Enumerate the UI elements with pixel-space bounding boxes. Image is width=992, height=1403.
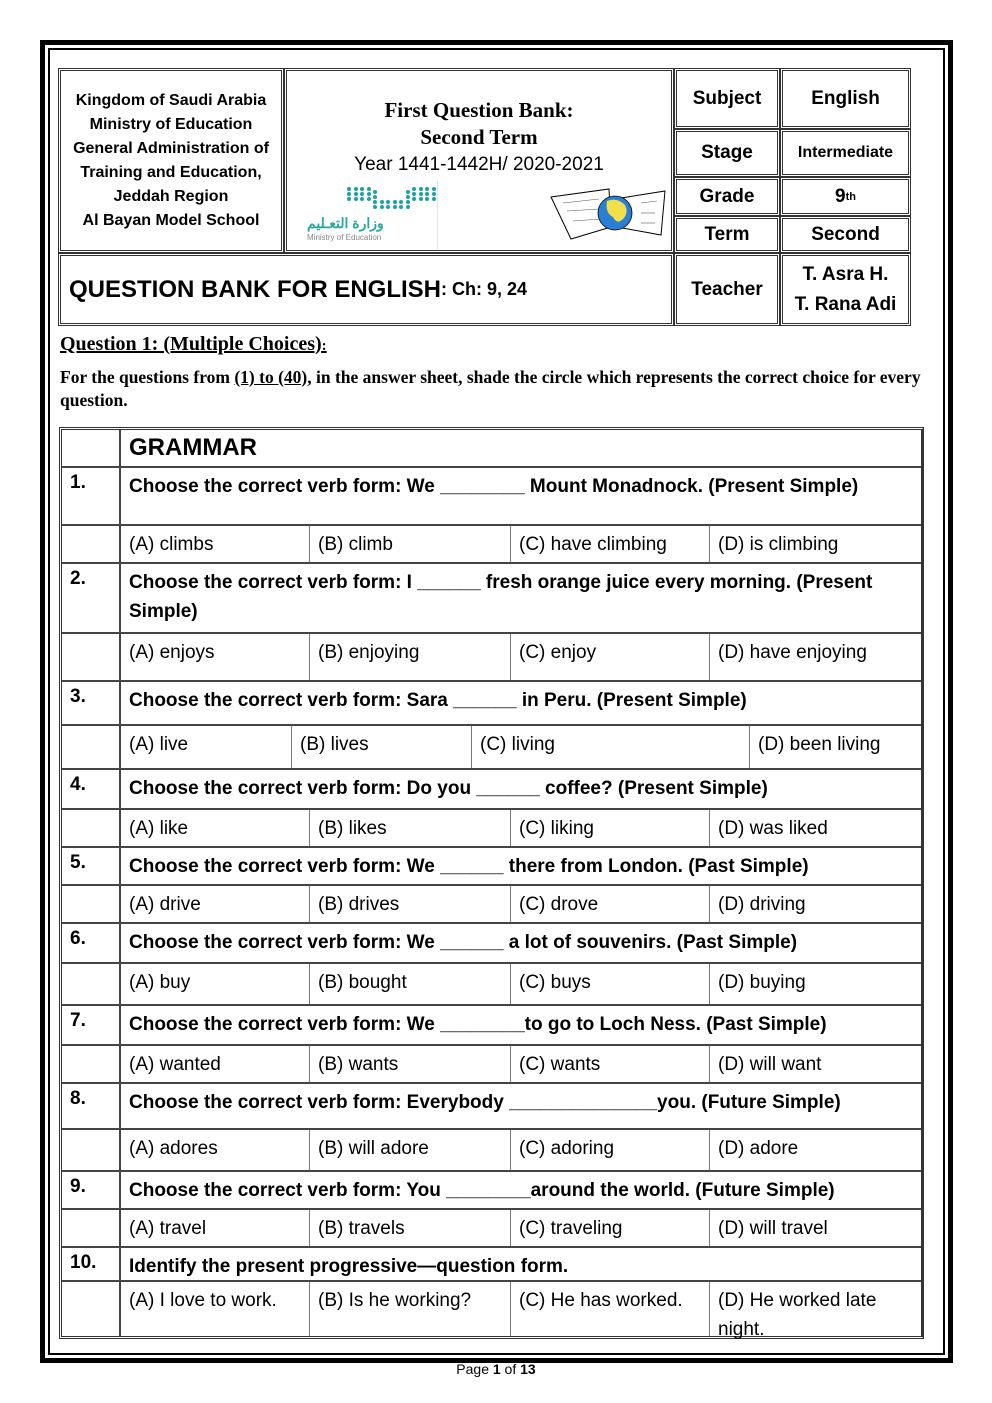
logo-dot bbox=[425, 197, 429, 201]
logo-dot bbox=[432, 187, 436, 191]
section-heading bbox=[60, 333, 327, 356]
question-number-cell bbox=[62, 810, 121, 846]
question-number: 3. bbox=[62, 682, 121, 724]
answer-option[interactable]: (C) traveling bbox=[510, 1210, 709, 1246]
options-row bbox=[62, 1044, 921, 1082]
answer-option[interactable]: (C) living bbox=[471, 726, 749, 768]
question-number: 2. bbox=[62, 564, 121, 632]
school-globe-logo-icon bbox=[549, 187, 667, 243]
subject-label: Subject bbox=[674, 68, 780, 129]
question-bank-title: QUESTION BANK FOR ENGLISH bbox=[69, 275, 442, 303]
term-value: Second bbox=[780, 216, 911, 253]
answer-option[interactable]: (D) will want bbox=[709, 1046, 921, 1082]
question-number: 10. bbox=[62, 1248, 121, 1280]
category-row bbox=[62, 430, 921, 466]
answer-option[interactable]: (B) wants bbox=[309, 1046, 510, 1082]
school-line: Jeddah Region bbox=[113, 187, 229, 205]
section-instructions bbox=[60, 366, 930, 412]
logo-dot bbox=[406, 190, 410, 194]
logo-arabic-text: وزارة التعـليم bbox=[307, 215, 384, 231]
question-number-cell bbox=[62, 1046, 121, 1082]
answer-option[interactable]: (C) He has worked. bbox=[510, 1282, 709, 1336]
instruction-text: in the answer sheet, shade the circle which represents the correct choice for every question. bbox=[60, 367, 921, 410]
question-text: Choose the correct verb form: We ______ a lot of souvenirs. (Past Simple) bbox=[129, 932, 798, 953]
answer-options bbox=[121, 964, 921, 1004]
document-title-block bbox=[284, 68, 674, 253]
question-text: Identify the present progressive—question form. bbox=[129, 1256, 569, 1277]
teacher-value bbox=[780, 253, 911, 326]
logo-dot bbox=[380, 205, 384, 209]
logo-dots-icon bbox=[347, 187, 437, 209]
answer-option[interactable]: (C) enjoy bbox=[510, 634, 709, 680]
question-row bbox=[62, 1246, 921, 1280]
logo-dot bbox=[432, 197, 436, 201]
answer-options bbox=[121, 886, 921, 922]
question-row bbox=[62, 1170, 921, 1208]
answer-option[interactable]: (A) wanted bbox=[129, 1054, 221, 1075]
question-row bbox=[62, 562, 921, 632]
question-row bbox=[62, 1004, 921, 1044]
answer-option[interactable]: (D) driving bbox=[709, 886, 921, 922]
question-row bbox=[62, 1082, 921, 1128]
options-row bbox=[62, 808, 921, 846]
school-line: Kingdom of Saudi Arabia bbox=[75, 91, 267, 109]
section-heading-colon: : bbox=[321, 338, 327, 354]
question-number: 4. bbox=[62, 770, 121, 808]
answer-options bbox=[121, 526, 921, 562]
answer-option[interactable]: (B) enjoying bbox=[309, 634, 510, 680]
question-row bbox=[62, 922, 921, 962]
answer-option[interactable]: (B) drives bbox=[309, 886, 510, 922]
question-number: 1. bbox=[62, 468, 121, 524]
logo-dot bbox=[393, 200, 397, 204]
logo-dot bbox=[354, 192, 358, 196]
question-text: Choose the correct verb form: You ________around the world. (Future Simple) bbox=[129, 1180, 835, 1201]
answer-option[interactable]: (B) bought bbox=[309, 964, 510, 1004]
answer-option[interactable]: (C) buys bbox=[510, 964, 709, 1004]
question-row bbox=[62, 768, 921, 808]
logo-dot bbox=[386, 205, 390, 209]
answer-option[interactable]: (B) will adore bbox=[309, 1130, 510, 1170]
logo-dot bbox=[367, 192, 371, 196]
logo-dot bbox=[360, 197, 364, 201]
question-number: 7. bbox=[62, 1006, 121, 1044]
question-number: 9. bbox=[62, 1172, 121, 1208]
answer-option[interactable]: (A) drive bbox=[129, 894, 201, 915]
logo-dot bbox=[347, 187, 351, 191]
page-current: 1 bbox=[492, 1361, 501, 1377]
logo-dot bbox=[412, 192, 416, 196]
answer-options bbox=[121, 1210, 921, 1246]
answer-option[interactable]: (C) drove bbox=[510, 886, 709, 922]
answer-option[interactable]: (A) travel bbox=[129, 1218, 207, 1239]
answer-options bbox=[121, 726, 921, 768]
options-row bbox=[62, 632, 921, 680]
answer-option[interactable]: (C) liking bbox=[510, 810, 709, 846]
options-row bbox=[62, 1280, 921, 1340]
logo-dot bbox=[367, 187, 371, 191]
answer-option[interactable]: (B) likes bbox=[309, 810, 510, 846]
logo-dot bbox=[360, 187, 364, 191]
question-table bbox=[59, 427, 924, 1339]
answer-option[interactable]: (B) travels bbox=[309, 1210, 510, 1246]
answer-option[interactable]: (B) lives bbox=[291, 726, 471, 768]
answer-option[interactable]: (D) is climbing bbox=[709, 526, 921, 562]
subject-value: English bbox=[780, 68, 911, 129]
options-row bbox=[62, 724, 921, 768]
answer-options bbox=[121, 1282, 921, 1340]
page-of: of bbox=[500, 1361, 521, 1377]
teacher-name: T. Rana Adi bbox=[794, 293, 897, 315]
logo-dot bbox=[347, 192, 351, 196]
options-row bbox=[62, 884, 921, 922]
teacher-name: T. Asra H. bbox=[802, 263, 889, 285]
answer-option[interactable]: (D) buying bbox=[709, 964, 921, 1004]
logo-dot bbox=[367, 197, 371, 201]
question-text: Choose the correct verb form: We ______ there from London. (Past Simple) bbox=[129, 856, 809, 877]
ministry-of-education-logo bbox=[307, 187, 437, 247]
logo-dot bbox=[419, 192, 423, 196]
question-text: Choose the correct verb form: I ______ fresh orange juice every morning. (Present Simple) bbox=[129, 572, 873, 622]
logo-dot bbox=[406, 205, 410, 209]
logo-dot bbox=[412, 187, 416, 191]
question-text: Choose the correct verb form: We ________to go to Loch Ness. (Past Simple) bbox=[129, 1014, 827, 1035]
answer-option[interactable]: (B) climb bbox=[309, 526, 510, 562]
logo-dot bbox=[373, 195, 377, 199]
grade-suffix: th bbox=[845, 190, 856, 203]
logo-dot bbox=[373, 200, 377, 204]
school-line: Al Bayan Model School bbox=[82, 211, 260, 229]
logo-dot bbox=[406, 195, 410, 199]
logo-dot bbox=[393, 205, 397, 209]
question-number-cell bbox=[62, 1210, 121, 1246]
grade-value bbox=[780, 177, 911, 216]
answer-option[interactable]: (D) adore bbox=[709, 1130, 921, 1170]
question-row bbox=[62, 466, 921, 524]
logo-dot bbox=[380, 200, 384, 204]
stage-value: Intermediate bbox=[780, 129, 911, 177]
school-info bbox=[58, 68, 284, 253]
teacher-label: Teacher bbox=[674, 253, 780, 326]
instruction-text: For the questions from bbox=[60, 367, 235, 387]
question-number-cell bbox=[62, 526, 121, 562]
question-number-cell bbox=[62, 430, 121, 466]
answer-options bbox=[121, 634, 921, 680]
answer-option[interactable]: (A) live bbox=[129, 734, 189, 755]
answer-option[interactable]: (A) like bbox=[129, 818, 189, 839]
logo-dot bbox=[399, 200, 403, 204]
logo-dot bbox=[406, 200, 410, 204]
question-bank-chapters: : Ch: 9, 24 bbox=[441, 279, 528, 299]
logo-dot bbox=[419, 197, 423, 201]
answer-options bbox=[121, 1046, 921, 1082]
document-header bbox=[58, 68, 911, 326]
section-heading-text: Question 1: (Multiple Choices) bbox=[60, 333, 322, 355]
school-line: Ministry of Education bbox=[89, 115, 253, 133]
question-number-cell bbox=[62, 964, 121, 1004]
answer-option[interactable]: (D) been living bbox=[749, 726, 921, 768]
category-title: GRAMMAR bbox=[129, 434, 257, 461]
logo-dot bbox=[432, 192, 436, 196]
logo-dot bbox=[425, 187, 429, 191]
question-number: 6. bbox=[62, 924, 121, 962]
logo-dot bbox=[425, 192, 429, 196]
logo-dot bbox=[399, 205, 403, 209]
logo-dot bbox=[412, 197, 416, 201]
answer-option[interactable]: (D) will travel bbox=[709, 1210, 921, 1246]
answer-option[interactable]: (D) have enjoying bbox=[709, 634, 921, 680]
options-row bbox=[62, 962, 921, 1004]
document-term: Second Term bbox=[420, 125, 538, 149]
logo-dot bbox=[419, 187, 423, 191]
answer-option[interactable]: (A) adores bbox=[129, 1138, 218, 1159]
school-line: General Administration of bbox=[73, 139, 269, 157]
answer-option[interactable]: (A) climbs bbox=[129, 534, 214, 555]
question-number-cell bbox=[62, 1282, 121, 1336]
instruction-range: (1) to (40), bbox=[234, 367, 312, 387]
question-text: Choose the correct verb form: Everybody ______________you. (Future Simple) bbox=[129, 1092, 841, 1113]
logo-dot bbox=[386, 200, 390, 204]
answer-options bbox=[121, 1130, 921, 1170]
answer-option[interactable]: (D) He worked late night. bbox=[709, 1282, 921, 1336]
question-number-cell bbox=[62, 886, 121, 922]
answer-option[interactable]: (D) was liked bbox=[709, 810, 921, 846]
school-line: Training and Education, bbox=[80, 163, 262, 181]
answer-options bbox=[121, 810, 921, 846]
options-row bbox=[62, 524, 921, 562]
document-year: Year 1441-1442H/ 2020-2021 bbox=[354, 154, 604, 175]
answer-option[interactable]: (B) Is he working? bbox=[309, 1282, 510, 1336]
term-label: Term bbox=[674, 216, 780, 253]
question-row bbox=[62, 680, 921, 724]
question-text: Choose the correct verb form: Do you ______ coffee? (Present Simple) bbox=[129, 778, 768, 799]
question-number-cell bbox=[62, 634, 121, 680]
logo-dot bbox=[360, 192, 364, 196]
page-total: 13 bbox=[520, 1361, 536, 1377]
answer-option[interactable]: (C) wants bbox=[510, 1046, 709, 1082]
question-text: Choose the correct verb form: We ________ Mount Monadnock. (Present Simple) bbox=[129, 476, 859, 497]
logo-english-text: Ministry of Education bbox=[307, 233, 382, 242]
grade-number: 9 bbox=[835, 185, 846, 207]
stage-label: Stage bbox=[674, 129, 780, 177]
question-number: 5. bbox=[62, 848, 121, 884]
logo-divider bbox=[437, 181, 438, 249]
answer-option[interactable]: (A) I love to work. bbox=[129, 1290, 277, 1311]
logo-dot bbox=[373, 205, 377, 209]
logo-dot bbox=[354, 197, 358, 201]
question-row bbox=[62, 846, 921, 884]
logo-dot bbox=[354, 187, 358, 191]
answer-option[interactable]: (A) buy bbox=[129, 972, 191, 993]
question-number-cell bbox=[62, 1130, 121, 1170]
page-footer bbox=[0, 1361, 992, 1377]
options-row bbox=[62, 1208, 921, 1246]
question-number: 8. bbox=[62, 1084, 121, 1128]
question-text: Choose the correct verb form: Sara ______ in Peru. (Present Simple) bbox=[129, 690, 747, 711]
logo-dot bbox=[347, 197, 351, 201]
question-bank-title-box bbox=[58, 253, 674, 326]
grade-label: Grade bbox=[674, 177, 780, 216]
answer-option[interactable]: (A) enjoys bbox=[129, 642, 215, 663]
options-row bbox=[62, 1128, 921, 1170]
answer-option[interactable]: (C) have climbing bbox=[510, 526, 709, 562]
answer-option[interactable]: (C) adoring bbox=[510, 1130, 709, 1170]
question-number-cell bbox=[62, 726, 121, 768]
logo-dot bbox=[373, 190, 377, 194]
document-title: First Question Bank: bbox=[384, 98, 574, 122]
page-prefix: Page bbox=[456, 1361, 493, 1377]
